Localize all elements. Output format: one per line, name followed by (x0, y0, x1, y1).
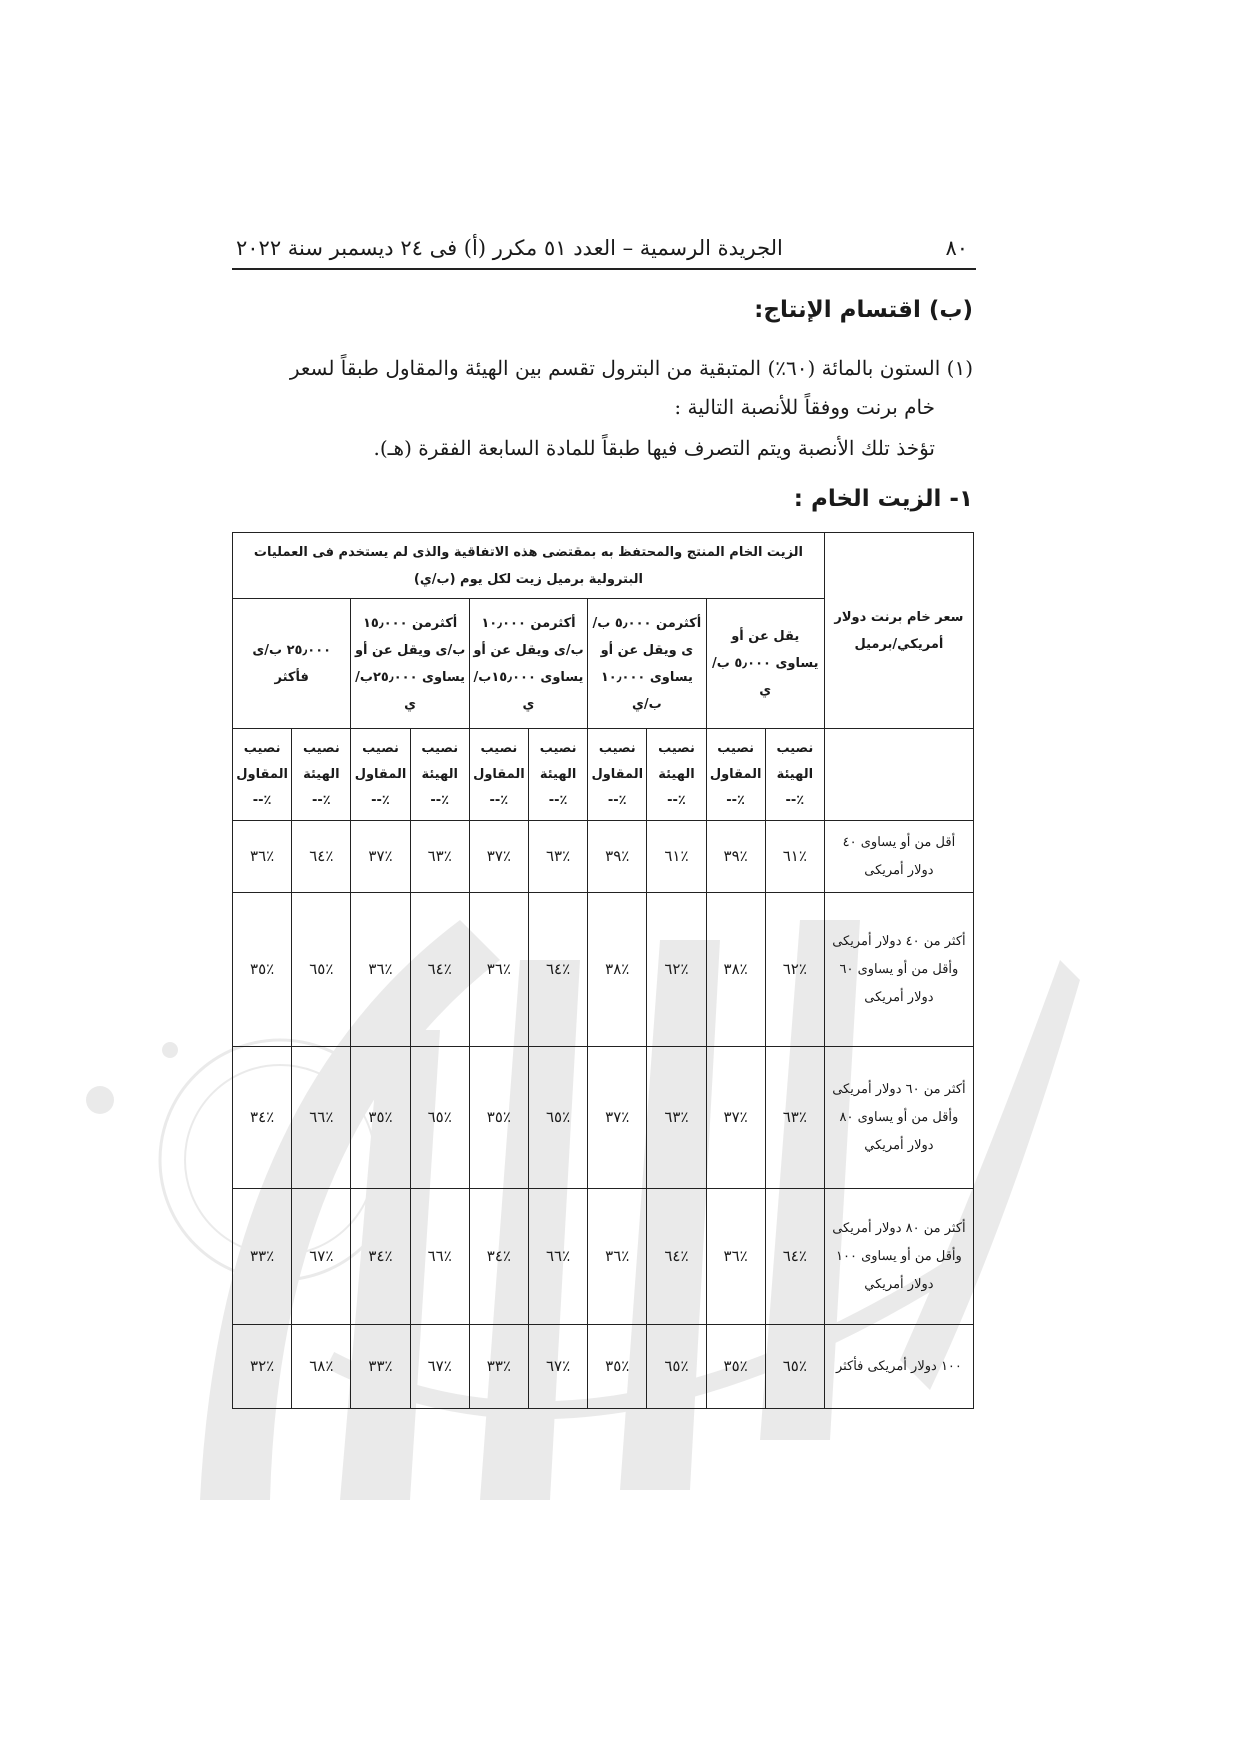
section-heading: (ب) اقتسام الإنتاج: (754, 297, 973, 323)
authority-share-header: نصيب الهيئة ٪-- (765, 729, 824, 821)
authority-share-cell: ٪٦٤ (292, 821, 351, 893)
paragraph-shares-disposal: تؤخذ تلك الأنصبة ويتم التصرف فيها طبقاً للمادة السابعة الفقرة (هـ). (373, 436, 935, 460)
contractor-share-header: نصيب المقاول ٪-- (588, 729, 647, 821)
authority-share-cell: ٪٦٤ (410, 893, 469, 1047)
contractor-share-cell: ٪٣٦ (469, 893, 528, 1047)
range-header: أكثرمن ١٠٫٠٠٠ ب/ى ويقل عن أو يساوى ١٥٫٠٠٠ب/ي (469, 599, 587, 729)
table-row (233, 893, 974, 1047)
authority-share-cell: ٪٦٥ (528, 1047, 587, 1189)
authority-share-cell: ٪٦٢ (765, 893, 824, 1047)
price-range-label: ١٠٠ دولار أمريكى فأكثر (824, 1325, 973, 1409)
range-header: يقل عن أو يساوى ٥٫٠٠٠ ب/ي (706, 599, 824, 729)
range-header: أكثرمن ٥٫٠٠٠ ب/ى ويقل عن أو يساوى ١٠٫٠٠٠ ب/ي (588, 599, 706, 729)
authority-share-cell: ٪٦٦ (292, 1047, 351, 1189)
authority-share-cell: ٪٦١ (765, 821, 824, 893)
contractor-share-cell: ٪٣٧ (469, 821, 528, 893)
range-header: ٢٥٫٠٠٠ ب/ى فأكثر (233, 599, 351, 729)
authority-share-cell: ٪٦٤ (528, 893, 587, 1047)
contractor-share-cell: ٪٣٦ (706, 1189, 765, 1325)
contractor-share-cell: ٪٣٥ (233, 893, 292, 1047)
contractor-share-cell: ٪٣٤ (469, 1189, 528, 1325)
price-range-label: أكثر من ٤٠ دولار أمريكى وأقل من أو يساوى ٦٠ دولار أمريكى (824, 893, 973, 1047)
authority-share-cell: ٪٦٤ (765, 1189, 824, 1325)
authority-share-cell: ٪٦٦ (410, 1189, 469, 1325)
contractor-share-cell: ٪٣٤ (351, 1189, 410, 1325)
contractor-share-cell: ٪٣٥ (351, 1047, 410, 1189)
authority-share-header: نصيب الهيئة ٪-- (292, 729, 351, 821)
contractor-share-cell: ٪٣٣ (233, 1189, 292, 1325)
price-range-label: أكثر من ٨٠ دولار أمريكى وأقل من أو يساوى ١٠٠ دولار أمريكي (824, 1189, 973, 1325)
authority-share-cell: ٪٦٢ (647, 893, 706, 1047)
table-row (233, 1325, 974, 1409)
page-number: ٨٠ (945, 236, 968, 260)
contractor-share-cell: ٪٣٤ (233, 1047, 292, 1189)
authority-share-cell: ٪٦٥ (647, 1325, 706, 1409)
contractor-share-cell: ٪٣٦ (233, 821, 292, 893)
contractor-share-cell: ٪٣٦ (351, 893, 410, 1047)
paragraph-line-1: (١) الستون بالمائة (٦٠٪) المتبقية من البترول تقسم بين الهيئة والمقاول طبقاً لسعر (289, 356, 973, 380)
authority-share-cell: ٪٦٦ (528, 1189, 587, 1325)
table-row (233, 1189, 974, 1325)
contractor-share-cell: ٪٣٧ (351, 821, 410, 893)
range-header: أكثرمن ١٥٫٠٠٠ ب/ى ويقل عن أو يساوى ٢٥٫٠٠٠ب/ي (351, 599, 469, 729)
authority-share-cell: ٪٦٣ (528, 821, 587, 893)
authority-share-cell: ٪٦٧ (292, 1189, 351, 1325)
authority-share-cell: ٪٦٥ (292, 893, 351, 1047)
price-range-label: أقل من أو يساوى ٤٠ دولار أمريكى (824, 821, 973, 893)
contractor-share-cell: ٪٣٥ (588, 1325, 647, 1409)
contractor-share-cell: ٪٣٧ (706, 1047, 765, 1189)
contractor-share-cell: ٪٣٦ (588, 1189, 647, 1325)
contractor-share-header: نصيب المقاول ٪-- (469, 729, 528, 821)
production-rate-header: الزيت الخام المنتج والمحتفظ به بمقتضى هذه الاتفاقية والذى لم يستخدم فى العمليات البترولية برميل زيت لكل يوم (ب/ي) (233, 533, 825, 599)
page-header (232, 228, 976, 270)
authority-share-cell: ٪٦٧ (410, 1325, 469, 1409)
authority-share-cell: ٪٦٤ (647, 1189, 706, 1325)
contractor-share-cell: ٪٣٣ (351, 1325, 410, 1409)
table-row (233, 821, 974, 893)
authority-share-cell: ٪٦٨ (292, 1325, 351, 1409)
contractor-share-cell: ٪٣٨ (706, 893, 765, 1047)
crude-oil-heading: ١- الزيت الخام : (793, 486, 973, 512)
contractor-share-cell: ٪٣٥ (706, 1325, 765, 1409)
price-column-header: سعر خام برنت دولار أمريكي/برميل (824, 533, 973, 729)
empty-cell (824, 729, 973, 821)
paragraph-line-2: خام برنت ووفقاً للأنصبة التالية : (674, 395, 935, 419)
contractor-share-cell: ٪٣٥ (469, 1047, 528, 1189)
contractor-share-header: نصيب المقاول ٪-- (233, 729, 292, 821)
paragraph-production-split (253, 349, 973, 427)
contractor-share-header: نصيب المقاول ٪-- (706, 729, 765, 821)
contractor-share-cell: ٪٣٣ (469, 1325, 528, 1409)
authority-share-header: نصيب الهيئة ٪-- (410, 729, 469, 821)
contractor-share-cell: ٪٣٩ (706, 821, 765, 893)
contractor-share-cell: ٪٣٢ (233, 1325, 292, 1409)
contractor-share-cell: ٪٣٧ (588, 1047, 647, 1189)
gazette-title: الجريدة الرسمية – العدد ٥١ مكرر (أ) فى ٢٤ ديسمبر سنة ٢٠٢٢ (236, 236, 783, 260)
authority-share-cell: ٪٦٣ (410, 821, 469, 893)
authority-share-cell: ٪٦٣ (647, 1047, 706, 1189)
authority-share-header: نصيب الهيئة ٪-- (528, 729, 587, 821)
authority-share-cell: ٪٦١ (647, 821, 706, 893)
authority-share-cell: ٪٦٥ (765, 1325, 824, 1409)
price-range-label: أكثر من ٦٠ دولار أمريكى وأقل من أو يساوى ٨٠ دولار أمريكي (824, 1047, 973, 1189)
contractor-share-cell: ٪٣٨ (588, 893, 647, 1047)
contractor-share-header: نصيب المقاول ٪-- (351, 729, 410, 821)
authority-share-cell: ٪٦٥ (410, 1047, 469, 1189)
contractor-share-cell: ٪٣٩ (588, 821, 647, 893)
authority-share-cell: ٪٦٧ (528, 1325, 587, 1409)
table-row (233, 1047, 974, 1189)
authority-share-header: نصيب الهيئة ٪-- (647, 729, 706, 821)
authority-share-cell: ٪٦٣ (765, 1047, 824, 1189)
crude-oil-sharing-table (232, 532, 974, 1409)
